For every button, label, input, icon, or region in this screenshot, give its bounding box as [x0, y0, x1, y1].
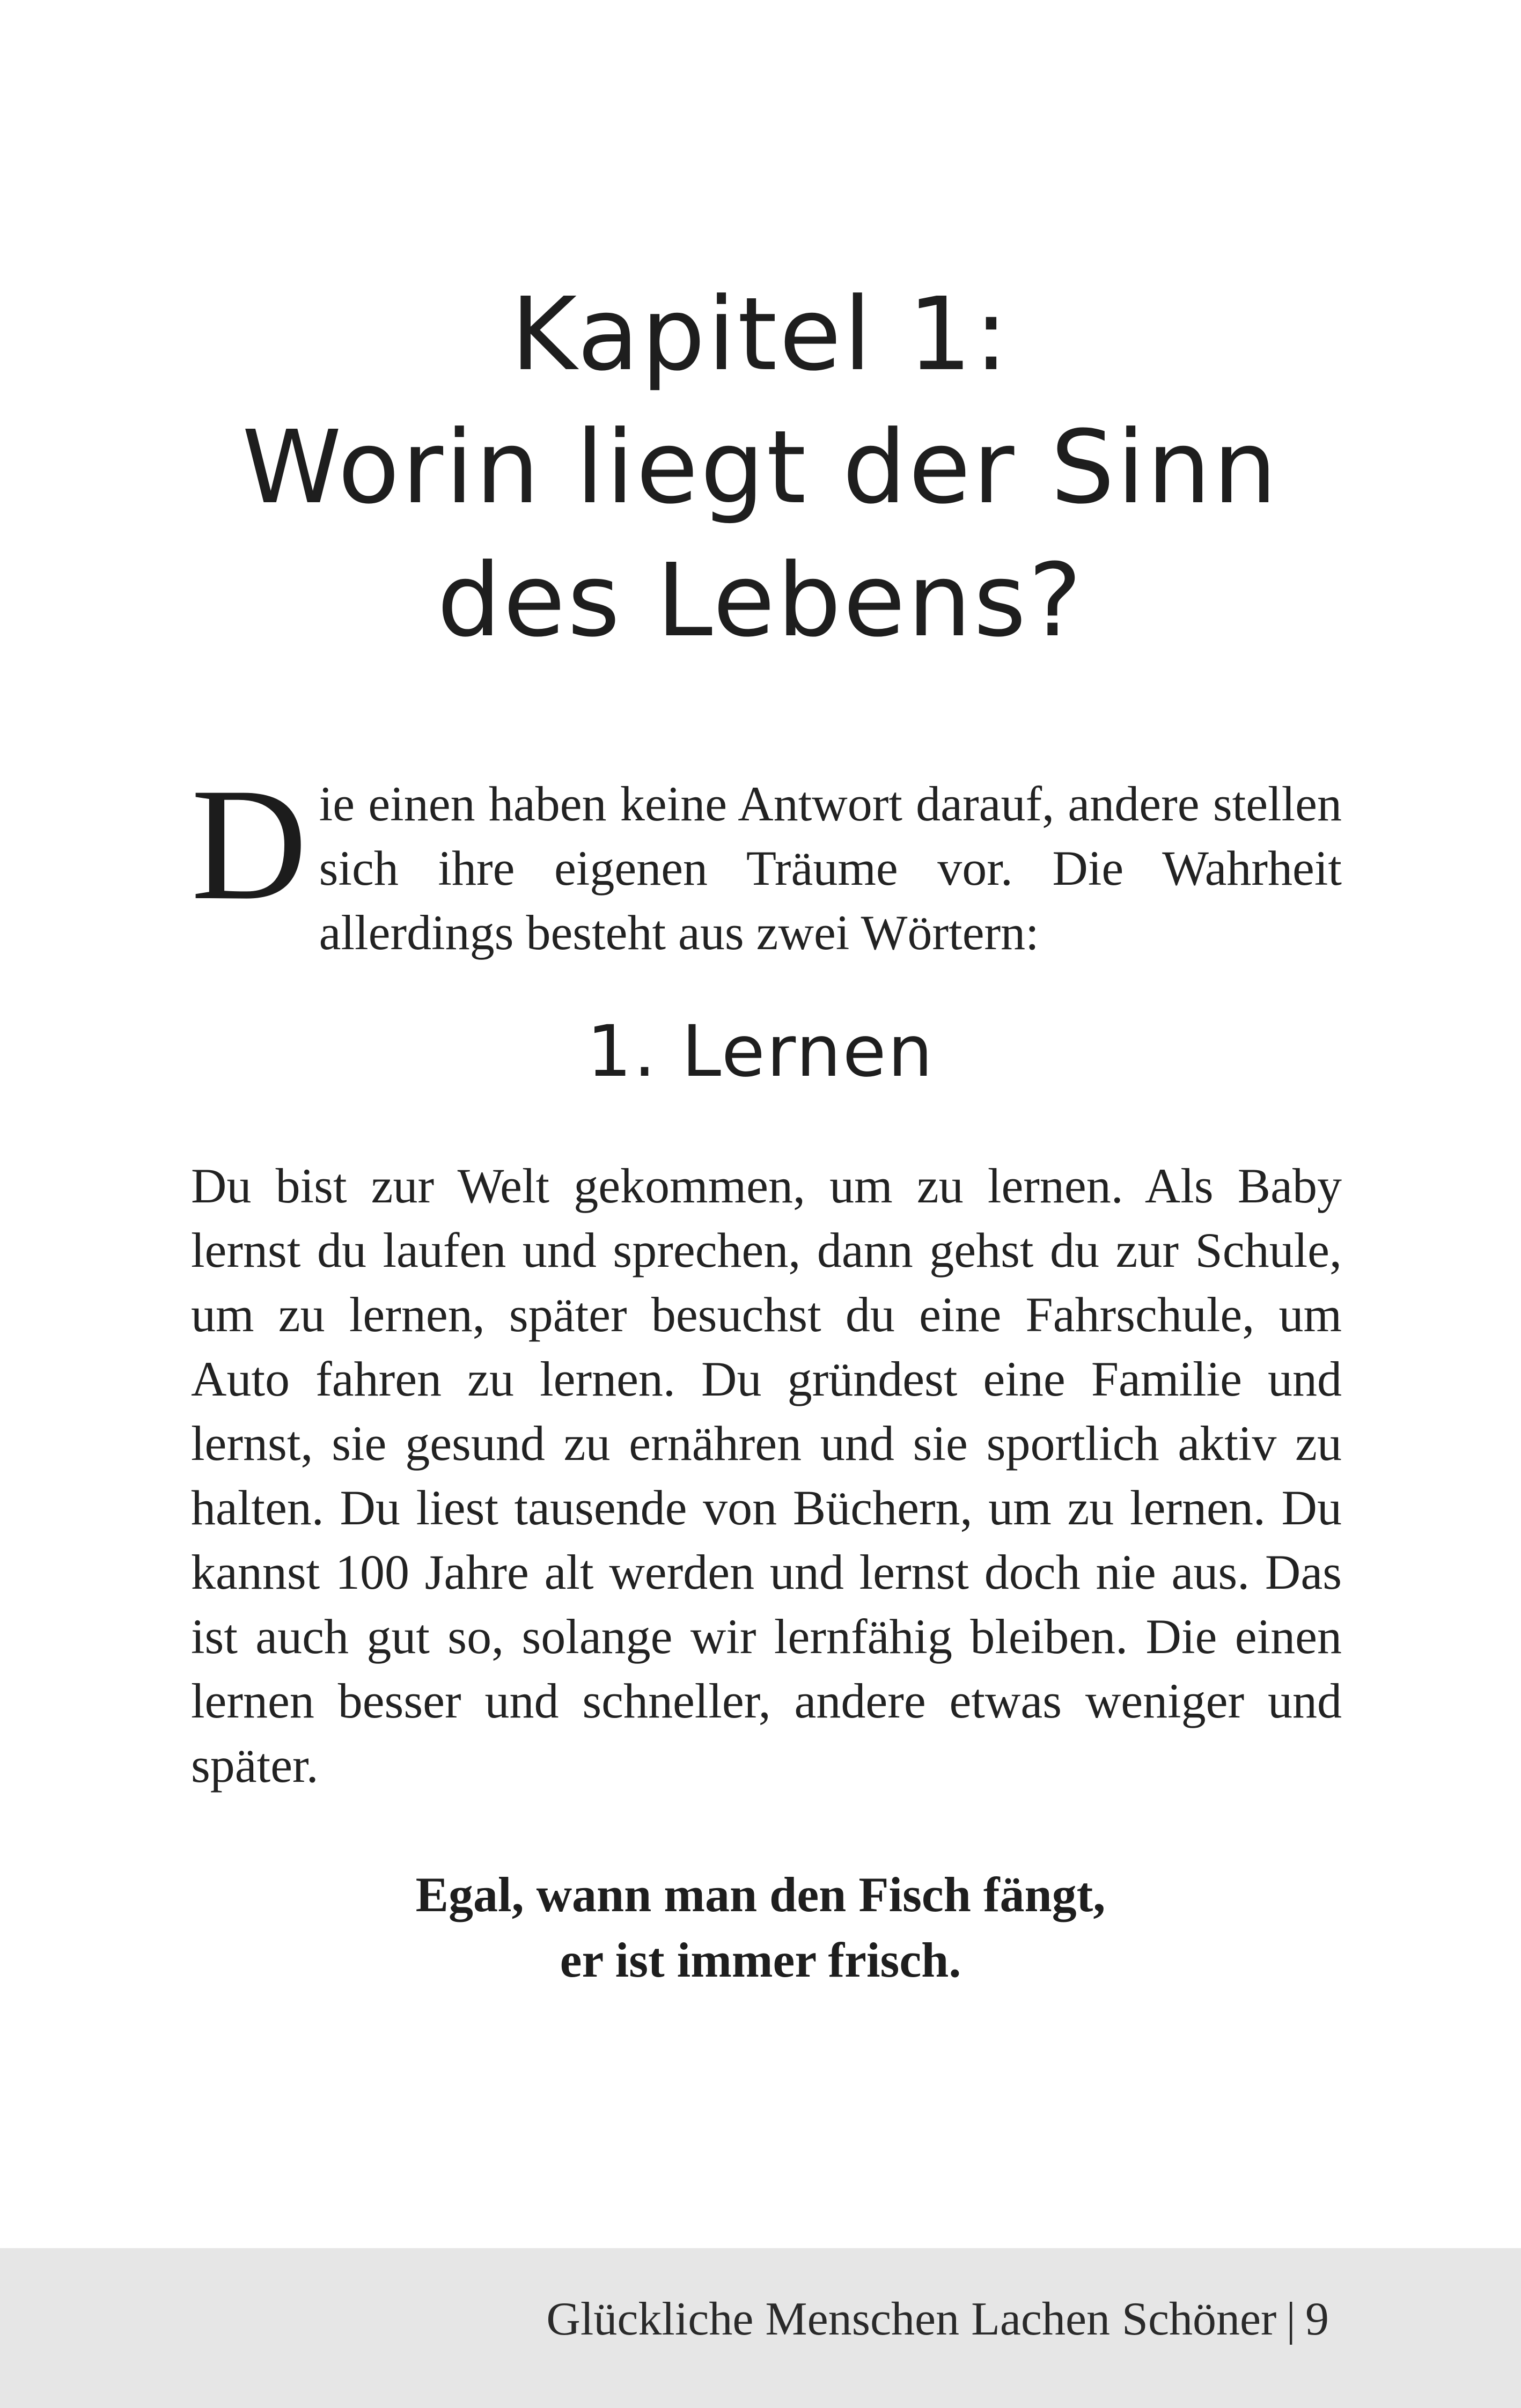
section-paragraph: Du bist zur Welt gekommen, um zu lernen. Als Baby lernst du laufen und sprechen, dann gehst du zur Schule, um zu lernen, später besuchst du eine Fahrschule, um Auto fahren zu lernen. Du gründest eine Familie und lernst, sie gesund zu ernähren und sie sportlich aktiv zu halten. Du liest tausende von Büchern, um zu lernen. Du kannst 100 Jahre alt werden und lernst doch nie aus. Das ist auch gut so, solange wir lernfähig bleiben. Die einen lernen besser und schneller, andere etwas weniger und später. — [191, 1158, 1342, 1793]
quote-line-1: Egal, wann man den Fisch fängt, — [415, 1867, 1106, 1922]
footer-book-title: Glückliche Menschen Lachen Schöner — [546, 2293, 1277, 2345]
chapter-title-line-3: des Lebens? — [437, 542, 1084, 659]
chapter-title — [0, 268, 1521, 667]
drop-cap: D — [191, 755, 307, 933]
chapter-title-line-1: Kapitel 1: — [510, 276, 1011, 393]
intro-paragraph — [191, 755, 1342, 965]
footer-separator: | — [1286, 2293, 1296, 2345]
page-footer — [546, 2290, 1329, 2349]
page-number: 9 — [1305, 2293, 1329, 2345]
section-heading: 1. Lernen — [586, 1010, 935, 1093]
chapter-title-line-2: Worin liegt der Sinn — [241, 409, 1280, 526]
intro-text: ie einen haben keine Antwort darauf, andere stellen sich ihre eigenen Träume vor. Die Wahrheit allerdings besteht aus zwei Wörtern: — [319, 776, 1342, 960]
quote-line-2: er ist immer frisch. — [560, 1933, 961, 1987]
highlighted-quote — [0, 1862, 1521, 1993]
